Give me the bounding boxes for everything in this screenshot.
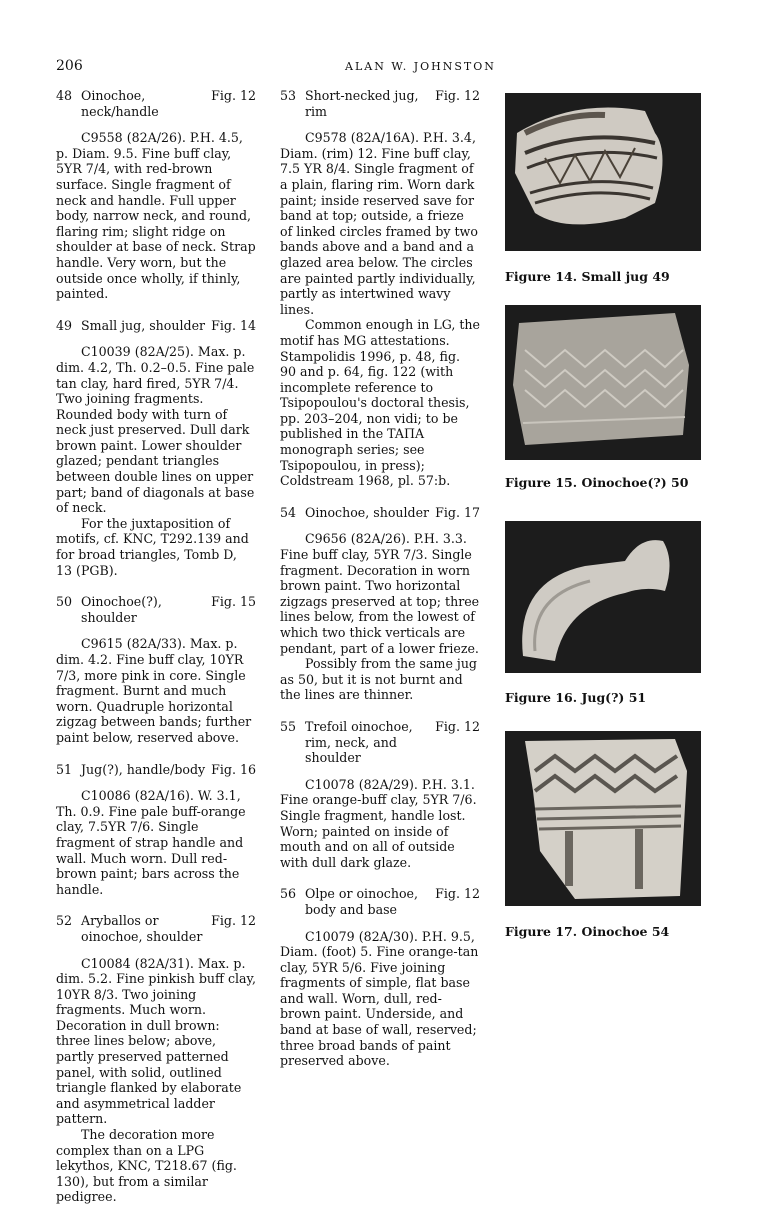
- entry-paragraph: C10084 (82A/31). Max. p. dim. 5.2. Fine pinkish buff clay, 10YR 8/3. Two joining fragments. Much worn. Decoration in dull brown: three lines below; above, partly preserved patterned panel, with solid, outlined triangle flanked by elaborate and asymmetrical ladder pattern.: [56, 955, 256, 1127]
- entry-paragraph: C10078 (82A/29). P.H. 3.1. Fine orange-buff clay, 5YR 7/6. Single fragment, handle lost. Worn; painted on inside of mouth and on all of outside with dull dark glaze.: [280, 776, 477, 870]
- entry-paragraph: Possibly from the same jug as 50, but it is not burnt and the lines are thinner.: [280, 656, 477, 703]
- entry-fig-ref: Fig. 12: [435, 886, 480, 902]
- entry-title: Olpe or oinochoe, body and base: [305, 886, 418, 917]
- entry-title: Trefoil oinochoe, rim, neck, and shoulder: [305, 718, 413, 766]
- entry-fig-ref: Fig. 15: [211, 594, 256, 610]
- entry-fig-ref: Fig. 16: [211, 761, 256, 777]
- sherd-photo-icon: [505, 305, 701, 460]
- entry-paragraph: For the juxtaposition of motifs, cf. KNC, T292.139 and for broad triangles, Tomb D, 13 (PGB).: [56, 515, 249, 578]
- page-number: 206: [56, 58, 83, 74]
- figure-14-caption: Figure 14. Small jug 49: [505, 269, 670, 284]
- sherd-photo-icon: [505, 731, 701, 906]
- entry-fig-ref: Fig. 12: [435, 718, 480, 734]
- entry-paragraph: C10079 (82A/30). P.H. 9.5, Diam. (foot) 5. Fine orange-tan clay, 5YR 5/6. Five joining fragments of simple, flat base and wall. Worn, dull, red-brown paint. Underside, and band at base of wall, reserved; three broad bands of paint preserved above.: [280, 928, 479, 1069]
- figure-15-caption: Figure 15. Oinochoe(?) 50: [505, 475, 689, 490]
- entry-paragraph: The decoration more complex than on a LPG lekythos, KNC, T218.67 (fig. 130), but from a similar pedigree.: [56, 1127, 237, 1205]
- entry-number: 51: [56, 761, 73, 777]
- entry-paragraph: C10086 (82A/16). W. 3.1, Th. 0.9. Fine pale buff-orange clay, 7.5YR 7/6. Single fragment of strap handle and wall. Much worn. Dull red-brown paint; bars across the handle.: [56, 788, 246, 897]
- entry-title: Oinochoe, shoulder: [305, 504, 430, 520]
- running-head-author: ALAN W. JOHNSTON: [345, 60, 496, 73]
- catalogue-entry-51: [56, 762, 256, 898]
- entry-fig-ref: Fig. 14: [211, 317, 256, 333]
- catalogue-entry-50: [56, 594, 256, 745]
- entry-paragraph: C9656 (82A/26). P.H. 3.3. Fine buff clay, 5YR 7/3. Single fragment. Decoration in worn brown paint. Two horizontal zigzags preserved at top; three lines below, from the lowest of which two thick verticals are pendant, part of a lower frieze.: [280, 531, 480, 656]
- catalogue-column-left: [56, 88, 256, 1221]
- entry-title: Short-necked jug, rim: [305, 88, 419, 119]
- figure-17-photo: [505, 731, 701, 906]
- catalogue-entry-55: [280, 719, 480, 870]
- figure-17-caption: Figure 17. Oinochoe 54: [505, 924, 670, 939]
- figure-14-photo: [505, 93, 701, 251]
- entry-title: Oinochoe(?), shoulder: [81, 594, 162, 625]
- catalogue-column-right: [280, 88, 480, 1085]
- entry-title: Aryballos or oinochoe, shoulder: [81, 913, 203, 944]
- entry-paragraph: C9615 (82A/33). Max. p. dim. 4.2. Fine buff clay, 10YR 7/3, more pink in core. Single fragment. Burnt and much worn. Quadruple horizontal zigzag between bands; further paint below, reserved above.: [56, 636, 252, 745]
- sherd-photo-icon: [505, 93, 701, 251]
- entry-number: 53: [280, 88, 297, 103]
- entry-number: 54: [280, 504, 297, 520]
- entry-title: Jug(?), handle/body: [81, 761, 206, 777]
- entry-paragraph: Common enough in LG, the motif has MG attestations. Stampolidis 1996, p. 48, fig. 90 and p. 64, fig. 122 (with incomplete reference to Tsipopoulou's doctoral thesis, pp. 203–204, non vidi; to be published in the TAΠA monograph series; see Tsipopoulou, in press); Coldstream 1968, pl. 57:b.: [280, 317, 480, 489]
- catalogue-entry-53: [280, 88, 480, 489]
- entry-fig-ref: Fig. 12: [211, 88, 256, 103]
- catalogue-entry-48: [56, 88, 256, 302]
- entry-title: Small jug, shoulder: [81, 317, 206, 333]
- catalogue-entry-56: [280, 886, 480, 1069]
- entry-number: 52: [56, 913, 73, 929]
- handle-photo-icon: [505, 521, 701, 673]
- entry-number: 56: [280, 886, 297, 902]
- catalogue-entry-54: [280, 505, 480, 703]
- catalogue-entry-49: [56, 318, 256, 579]
- figure-15-photo: [505, 305, 701, 460]
- catalogue-entry-52: [56, 913, 256, 1205]
- entry-number: 49: [56, 317, 73, 333]
- entry-fig-ref: Fig. 12: [211, 913, 256, 929]
- entry-paragraph: C9578 (82A/16A). P.H. 3.4, Diam. (rim) 12. Fine buff clay, 7.5 YR 8/4. Single fragment of a plain, flaring rim. Worn dark paint; inside reserved save for band at top; outside, a frieze of linked circles framed by two bands above and a band and a glazed area below. The circles are painted partly individually, partly as intertwined wavy lines.: [280, 130, 478, 317]
- entry-number: 48: [56, 88, 73, 103]
- entry-paragraph: C10039 (82A/25). Max. p. dim. 4.2, Th. 0.2–0.5. Fine pale tan clay, hard fired, 5YR 7/4. Two joining fragments. Rounded body with turn of neck just preserved. Dull dark brown paint. Lower shoulder glazed; pendant triangles between double lines on upper part; band of diagonals at base of neck.: [56, 344, 255, 516]
- entry-paragraph: C9558 (82A/26). P.H. 4.5, p. Diam. 9.5. Fine buff clay, 5YR 7/4, with red-brown surface. Single fragment of neck and handle. Full upper body, narrow neck, and round, flaring rim; slight ridge on shoulder at base of neck. Strap handle. Very worn, but the outside once wholly, if thinly, painted.: [56, 130, 256, 302]
- figure-16-caption: Figure 16. Jug(?) 51: [505, 690, 647, 705]
- figure-16-photo: [505, 521, 701, 673]
- entry-fig-ref: Fig. 12: [435, 88, 480, 103]
- entry-number: 55: [280, 718, 297, 734]
- entry-number: 50: [56, 594, 73, 610]
- entry-title: Oinochoe, neck/handle: [81, 88, 159, 119]
- entry-fig-ref: Fig. 17: [435, 504, 480, 520]
